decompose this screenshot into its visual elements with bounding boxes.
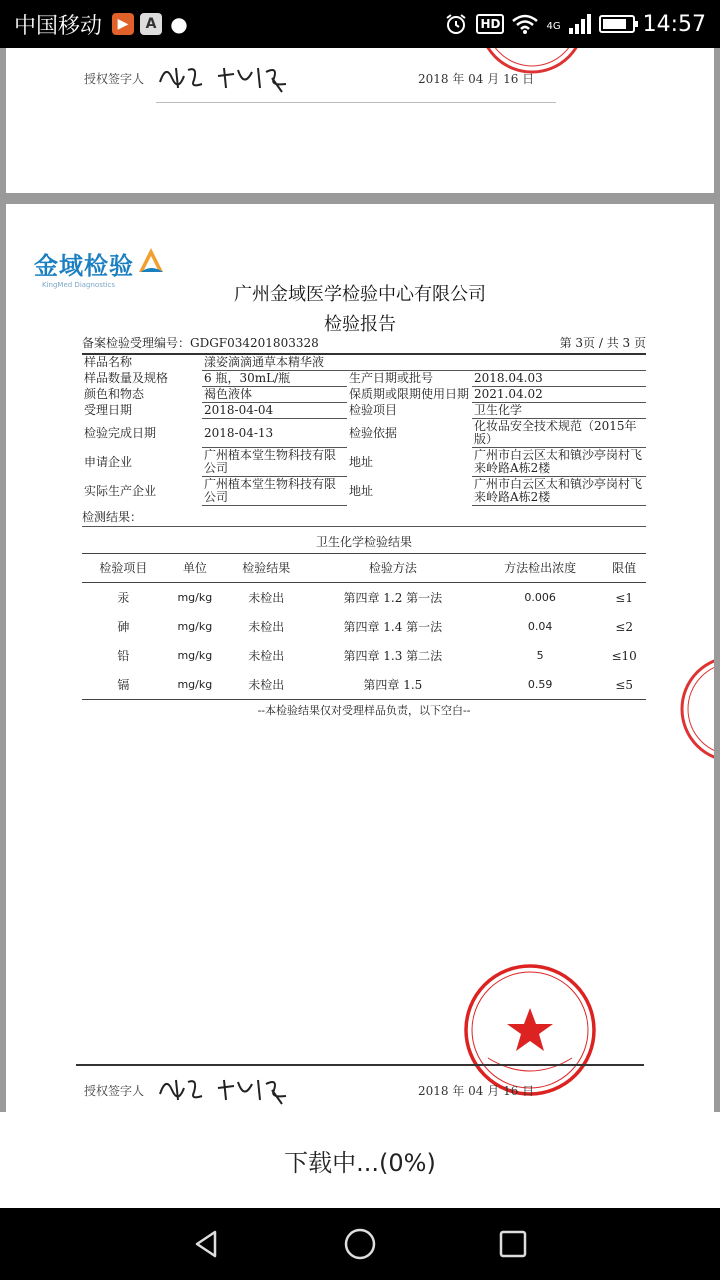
logo-subtitle: KingMed Diagnostics: [42, 281, 116, 289]
download-progress-text: 下载中...(0%): [284, 1148, 436, 1177]
applicant-name: 广州植本堂生物科技有限公司: [202, 448, 347, 477]
sample-color: 褐色液体: [202, 387, 347, 403]
qty-label: 样品数量及规格: [84, 371, 169, 385]
col-header: 检验结果: [225, 554, 308, 583]
sample-qty: 6 瓶，30mL/瓶: [202, 371, 347, 387]
cell: 5: [536, 649, 544, 662]
applicant-address: 广州市白云区太和镇沙亭岗村飞来岭路A栋2楼: [472, 448, 646, 477]
results-header-row: [82, 554, 646, 583]
info-row: [82, 477, 646, 506]
video-app-icon: ▶: [112, 13, 134, 35]
sample-name: 漾姿滴滴通草本精华液: [202, 355, 646, 371]
producer-address: 广州市白云区太和镇沙亭岗村飞来岭路A栋2楼: [472, 477, 646, 506]
basis-label: 检验依据: [349, 425, 398, 440]
record-number: 备案检验受理编号：GDGF034201803328: [82, 336, 319, 350]
signature-image: [154, 1070, 304, 1110]
results-table: [82, 554, 646, 700]
cell: 0.006: [524, 591, 556, 604]
page-info: 第 3页 / 共 3 页: [559, 336, 646, 350]
address2-label: 地址: [349, 483, 374, 498]
cell: ≤10: [611, 648, 637, 663]
cell: ≤5: [602, 670, 646, 700]
test-item: 卫生化学: [472, 403, 646, 419]
cell: mg/kg: [177, 620, 213, 633]
cell: 镉: [82, 670, 165, 700]
cell: mg/kg: [177, 591, 213, 604]
document-page-current: [6, 204, 714, 1112]
expiry-date: 2021.04.02: [472, 387, 646, 403]
done-date: 2018-04-13: [202, 419, 347, 448]
recents-button[interactable]: [493, 1224, 533, 1264]
signer-label: 授权签字人: [84, 72, 145, 86]
col-header: 方法检出浓度: [478, 554, 602, 583]
results-title: 卫生化学检验结果: [82, 533, 646, 554]
info-row: [82, 387, 646, 403]
cell: 第四章 1.2 第一法: [343, 591, 443, 605]
info-row: [82, 448, 646, 477]
signature-row: [6, 1070, 714, 1110]
producer-name: 广州植本堂生物科技有限公司: [202, 477, 347, 506]
applicant-label: 申请企业: [84, 454, 133, 469]
network-type: 4G: [546, 20, 561, 32]
col-header: 检验项目: [82, 554, 165, 583]
back-button[interactable]: [187, 1224, 227, 1264]
hd-badge: HD: [476, 14, 504, 34]
prod-date: 2018.04.03: [472, 371, 646, 387]
info-row: [82, 419, 646, 448]
company-name: 广州金域医学检验中心有限公司: [234, 284, 486, 305]
cell: 第四章 1.3 第二法: [343, 649, 443, 663]
col-header: 限值: [602, 554, 646, 583]
cell: 第四章 1.4 第一法: [343, 620, 443, 634]
sample-name-label: 样品名称: [84, 355, 133, 370]
item-label: 检验项目: [349, 403, 398, 417]
info-row: [82, 355, 646, 371]
a-app-icon: A: [140, 13, 162, 35]
report-body: [82, 334, 646, 718]
home-circle-icon: [343, 1227, 377, 1261]
cell: 0.04: [527, 620, 553, 633]
info-row: [82, 403, 646, 419]
end-note: --本检验结果仅对受理样品负责，以下空白--: [257, 704, 471, 717]
field-label: [82, 355, 202, 371]
table-row: [82, 612, 646, 641]
logo-text: 金域检验: [34, 252, 134, 280]
cell: ≤1: [615, 590, 633, 605]
producer-label: 实际生产企业: [84, 483, 157, 498]
cell: 0.59: [478, 670, 602, 700]
report-title: 检验报告: [324, 314, 396, 335]
carrier-name: 中国移动: [14, 13, 103, 39]
alarm-icon: [444, 12, 468, 36]
cell: 砷: [117, 620, 130, 634]
done-label: 检验完成日期: [84, 425, 157, 440]
expiry-label: 保质期或限期使用日期: [349, 387, 470, 401]
sign-date: 2018 年 04 月 16 日: [418, 1084, 535, 1098]
info-row: [82, 371, 646, 387]
cell: 铅: [117, 649, 130, 663]
cell: 未检出: [248, 591, 285, 605]
chat-icon: ●: [170, 12, 188, 36]
document-page-previous: [6, 48, 714, 193]
wifi-icon: [512, 14, 538, 34]
sample-info-table: [82, 355, 646, 506]
table-row: [82, 583, 646, 613]
signature-image: [154, 58, 304, 98]
address-label: 地址: [349, 454, 374, 469]
back-triangle-icon: [191, 1228, 223, 1260]
received-label: 受理日期: [84, 403, 133, 417]
test-basis: 化妆品安全技术规范（2015年版）: [472, 419, 646, 448]
signal-icon: [569, 14, 591, 34]
home-button[interactable]: [340, 1224, 380, 1264]
cell: ≤2: [615, 619, 633, 634]
col-header: 单位: [165, 554, 225, 583]
cell: 第四章 1.5: [308, 670, 478, 700]
received-date: 2018-04-04: [202, 403, 347, 419]
battery-icon: [599, 15, 635, 33]
cell: mg/kg: [165, 670, 225, 700]
cell: 未检出: [248, 649, 285, 663]
results-label: 检测结果：: [82, 508, 646, 527]
sign-date: 2018 年 04 月 16 日: [418, 72, 535, 86]
cell: 未检出: [225, 670, 308, 700]
status-icons: [444, 12, 706, 37]
prod-date-label: 生产日期或批号: [349, 371, 434, 386]
clock: 14:57: [642, 11, 706, 37]
divider: [156, 102, 556, 103]
navigation-bar: [0, 1208, 720, 1280]
download-status: [0, 1112, 720, 1208]
table-row: [82, 641, 646, 670]
cell: 汞: [117, 591, 130, 605]
field-label: [82, 371, 202, 387]
official-stamp-partial: [472, 48, 592, 90]
signer-label: 授权签字人: [84, 1084, 145, 1098]
col-header: 检验方法: [308, 554, 478, 583]
table-row: [82, 670, 646, 700]
logo-mark-icon: [137, 246, 165, 276]
cell: mg/kg: [177, 649, 213, 662]
signature-row: [6, 58, 714, 98]
divider: [76, 1064, 644, 1066]
recents-square-icon: [498, 1229, 528, 1259]
status-bar: [0, 0, 720, 48]
side-stamp-partial: [674, 654, 714, 764]
report-header-row: [82, 334, 646, 355]
color-label: 颜色和物态: [84, 387, 145, 401]
cell: 未检出: [248, 620, 285, 634]
